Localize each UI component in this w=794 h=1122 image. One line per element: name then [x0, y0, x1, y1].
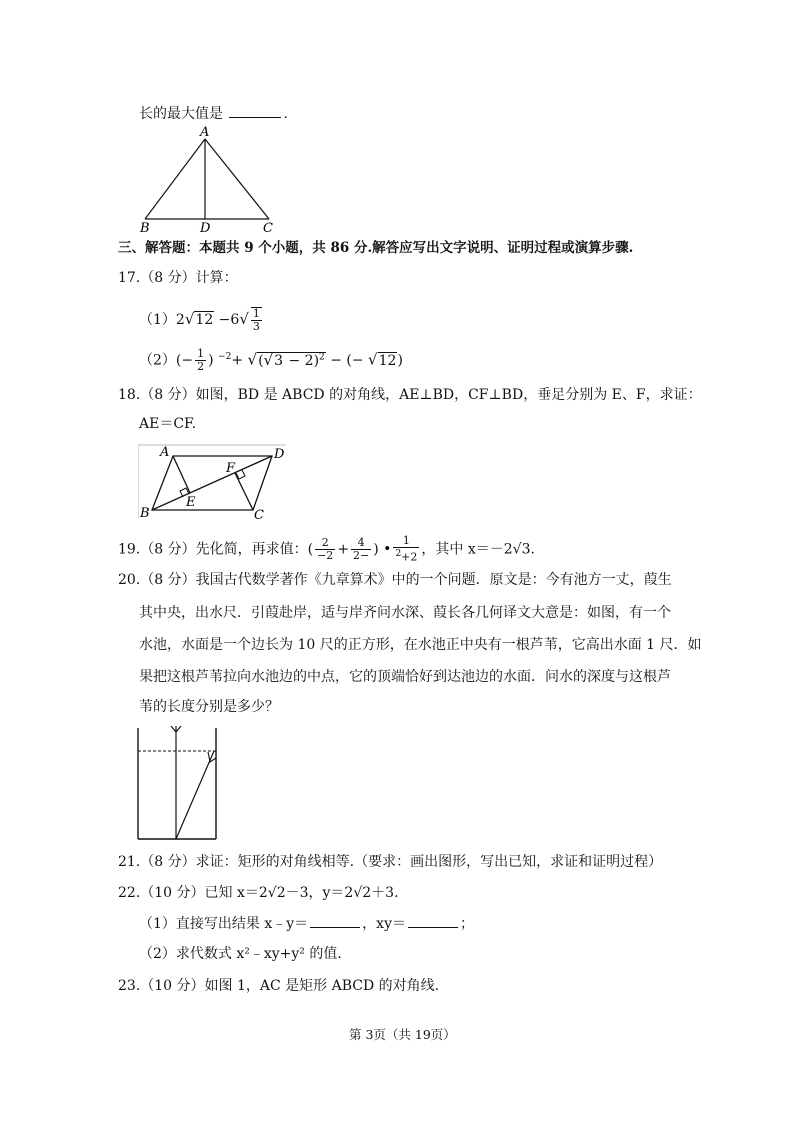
q22-head: 22.（10 分）已知 x＝2√2－3，y＝2√2＋3.: [118, 885, 399, 901]
vertex-label-d: D: [274, 447, 285, 462]
vertex-label-a: A: [160, 445, 170, 460]
vertex-label-d: D: [200, 221, 211, 236]
q17-head: 17.（8 分）计算：: [118, 270, 238, 286]
triangle-figure: [135, 124, 285, 236]
vertex-label-e: E: [186, 495, 196, 510]
page-footer: 第 3页（共 19页）: [349, 1027, 456, 1042]
pond-figure: [130, 722, 225, 844]
q20-line1: 20.（8 分）我国古代数学著作《九章算术》中的一个问题．原文是：今有池方一丈，葭生: [118, 572, 672, 588]
answer-blank: [408, 913, 458, 928]
q18-line2: AE＝CF.: [139, 416, 197, 432]
q20-line5: 苇的长度分别是多少？: [139, 699, 279, 715]
answer-blank: [229, 103, 281, 118]
q17-part1: （1）2√12 −6√ $\frac{1}{3}$: [139, 307, 260, 333]
vertex-label-b: B: [140, 221, 150, 236]
q17-part2: （2）(− $\frac{1}{2}$ ) $^{-2}+ √(√3 - 2)^2$ − (− √12): [139, 347, 403, 374]
q22-part1: （1）直接写出结果 x﹣y＝ ，xy＝ ；: [139, 913, 474, 934]
q21: 21.（8 分）求证：矩形的对角线相等.（要求：画出图形，写出已知，求证和证明过程）: [118, 854, 663, 870]
q20-line4: 果把这根芦苇拉向水池边的中点，它的顶端恰好到达池边的水面．问水的深度与这根芦: [139, 669, 671, 685]
answer-blank: [310, 913, 360, 928]
q20-line3: 水池，水面是一个边长为 10 尺的正方形，在水池正中央有一根芦苇，它高出水面 1 尺．如: [139, 637, 702, 653]
vertex-label-c: C: [254, 508, 264, 521]
vertex-label-f: F: [226, 461, 236, 476]
q23: 23.（10 分）如图 1，AC 是矩形 ABCD 的对角线.: [118, 978, 440, 994]
q16-tail: 长的最大值是 .: [139, 103, 288, 124]
q20-line2: 其中央，出水尺．引葭赴岸，适与岸齐问水深、葭长各几何译文大意是：如图，有一个: [139, 605, 671, 621]
q18-line1: 18.（8 分）如图，BD 是 ABCD 的对角线，AE⊥BD，CF⊥BD，垂足分别为 E、F，求证：: [118, 387, 702, 403]
q22-part2: （2）求代数式 x²﹣xy+y² 的值.: [139, 946, 342, 962]
vertex-label-a: A: [200, 125, 210, 140]
q19: 19.（8 分）先化简，再求值：( $\frac{2}{-2}$ + $\frac{4}{2-}$ ) • $\frac{1}{^2+2}$ ，其中 x＝－2√3.: [118, 534, 535, 564]
vertex-label-b: B: [140, 506, 150, 521]
vertex-label-c: C: [263, 221, 273, 236]
parallelogram-figure: [138, 443, 288, 521]
section-heading: 三、解答题：本题共 9 个小题，共 86 分.解答应写出文字说明、证明过程或演算步骤.: [118, 240, 634, 256]
